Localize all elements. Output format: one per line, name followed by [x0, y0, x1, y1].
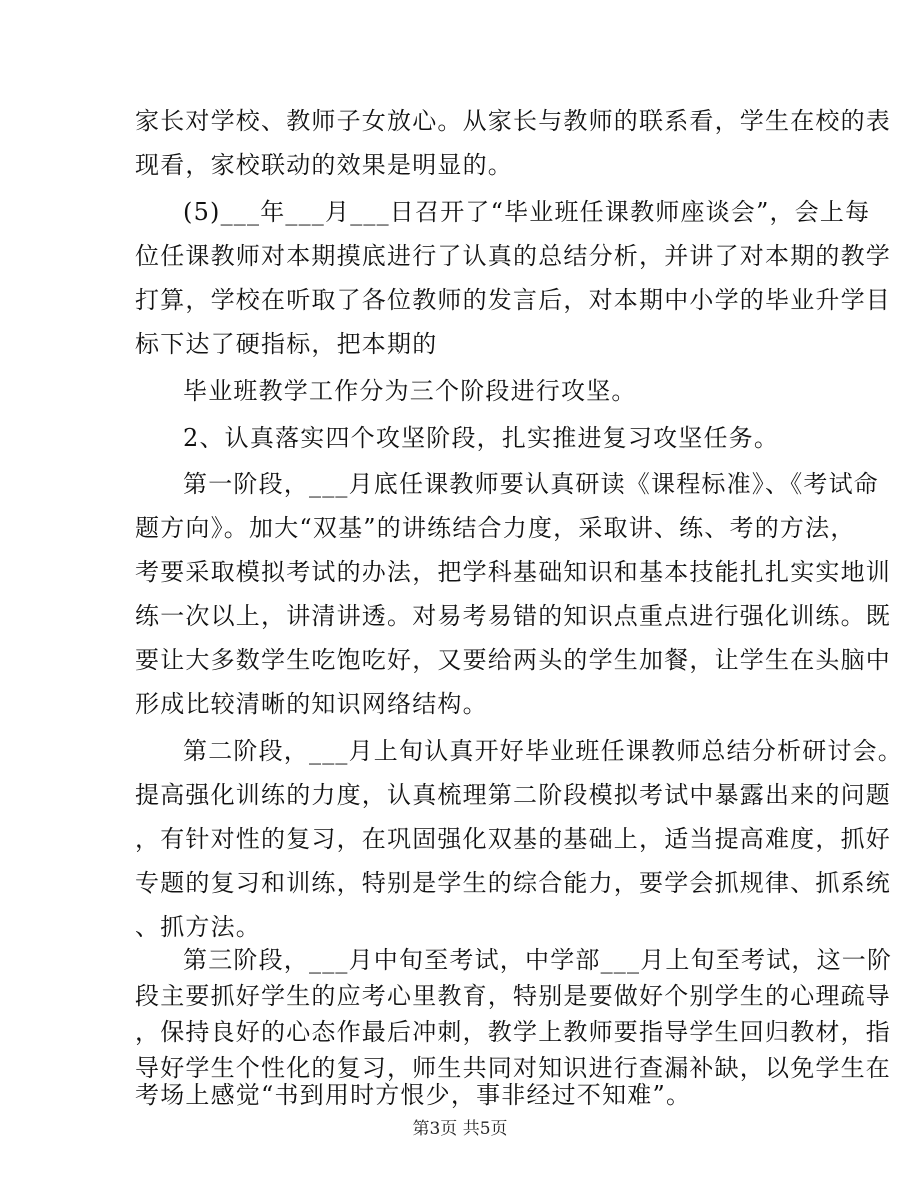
text-line: 现看，家校联动的效果是明显的。	[135, 151, 513, 179]
text-line: 第三阶段，___月中旬至考试，中学部___月上旬至考试，这一阶	[183, 946, 893, 974]
text-line: 专题的复习和训练，特别是学生的综合能力，要学会抓规律、抓系统	[135, 869, 891, 897]
text-line: 导好学生个性化的复习，师生共同对知识进行查漏补缺，以免学生在	[135, 1054, 891, 1082]
text-line: 打算，学校在听取了各位教师的发言后，对本期中小学的毕业升学目	[135, 286, 891, 314]
text-line: 毕业班教学工作分为三个阶段进行攻坚。	[183, 377, 637, 405]
text-line: 考场上感觉“书到用时方恨少，事非经过不知难”。	[135, 1081, 692, 1109]
text-line: 第一阶段，___月底任课教师要认真研读《课程标准》、《考试命	[183, 470, 879, 498]
text-line: ，保持良好的心态作最后冲刺，教学上教师要指导学生回归教材，指	[135, 1018, 891, 1046]
text-line: 2、认真落实四个攻坚阶段，扎实推进复习攻坚任务。	[183, 424, 780, 452]
text-line: 题方向》。加大“双基”的讲练结合力度，采取讲、练、考的方法，	[135, 514, 856, 542]
text-line: 第二阶段，___月上旬认真开好毕业班任课教师总结分析研讨会。	[183, 737, 903, 765]
text-line: 标下达了硬指标，把本期的	[135, 330, 438, 358]
text-line: 形成比较清晰的知识网络结构。	[135, 690, 488, 718]
page-number-footer: 第3页 共5页	[412, 1119, 508, 1139]
text-line: 考要采取模拟考试的办法，把学科基础知识和基本技能扎扎实实地训	[135, 558, 891, 586]
text-line: ，有针对性的复习，在巩固强化双基的基础上，适当提高难度，抓好	[135, 825, 891, 853]
text-line: 段主要抓好学生的应考心里教育，特别是要做好个别学生的心理疏导	[135, 982, 891, 1010]
text-line: (5)___年___月___日召开了“毕业班任课教师座谈会”，会上每	[183, 198, 871, 226]
text-line: 位任课教师对本期摸底进行了认真的总结分析，并讲了对本期的教学	[135, 242, 891, 270]
text-line: 家长对学校、教师子女放心。从家长与教师的联系看，学生在校的表	[135, 107, 891, 135]
text-line: 要让大多数学生吃饱吃好，又要给两头的学生加餐，让学生在头脑中	[135, 646, 891, 674]
text-line: 练一次以上，讲清讲透。对易考易错的知识点重点进行强化训练。既	[135, 602, 891, 630]
text-line: 、抓方法。	[135, 913, 261, 941]
text-line: 提高强化训练的力度，认真梳理第二阶段模拟考试中暴露出来的问题	[135, 781, 891, 809]
